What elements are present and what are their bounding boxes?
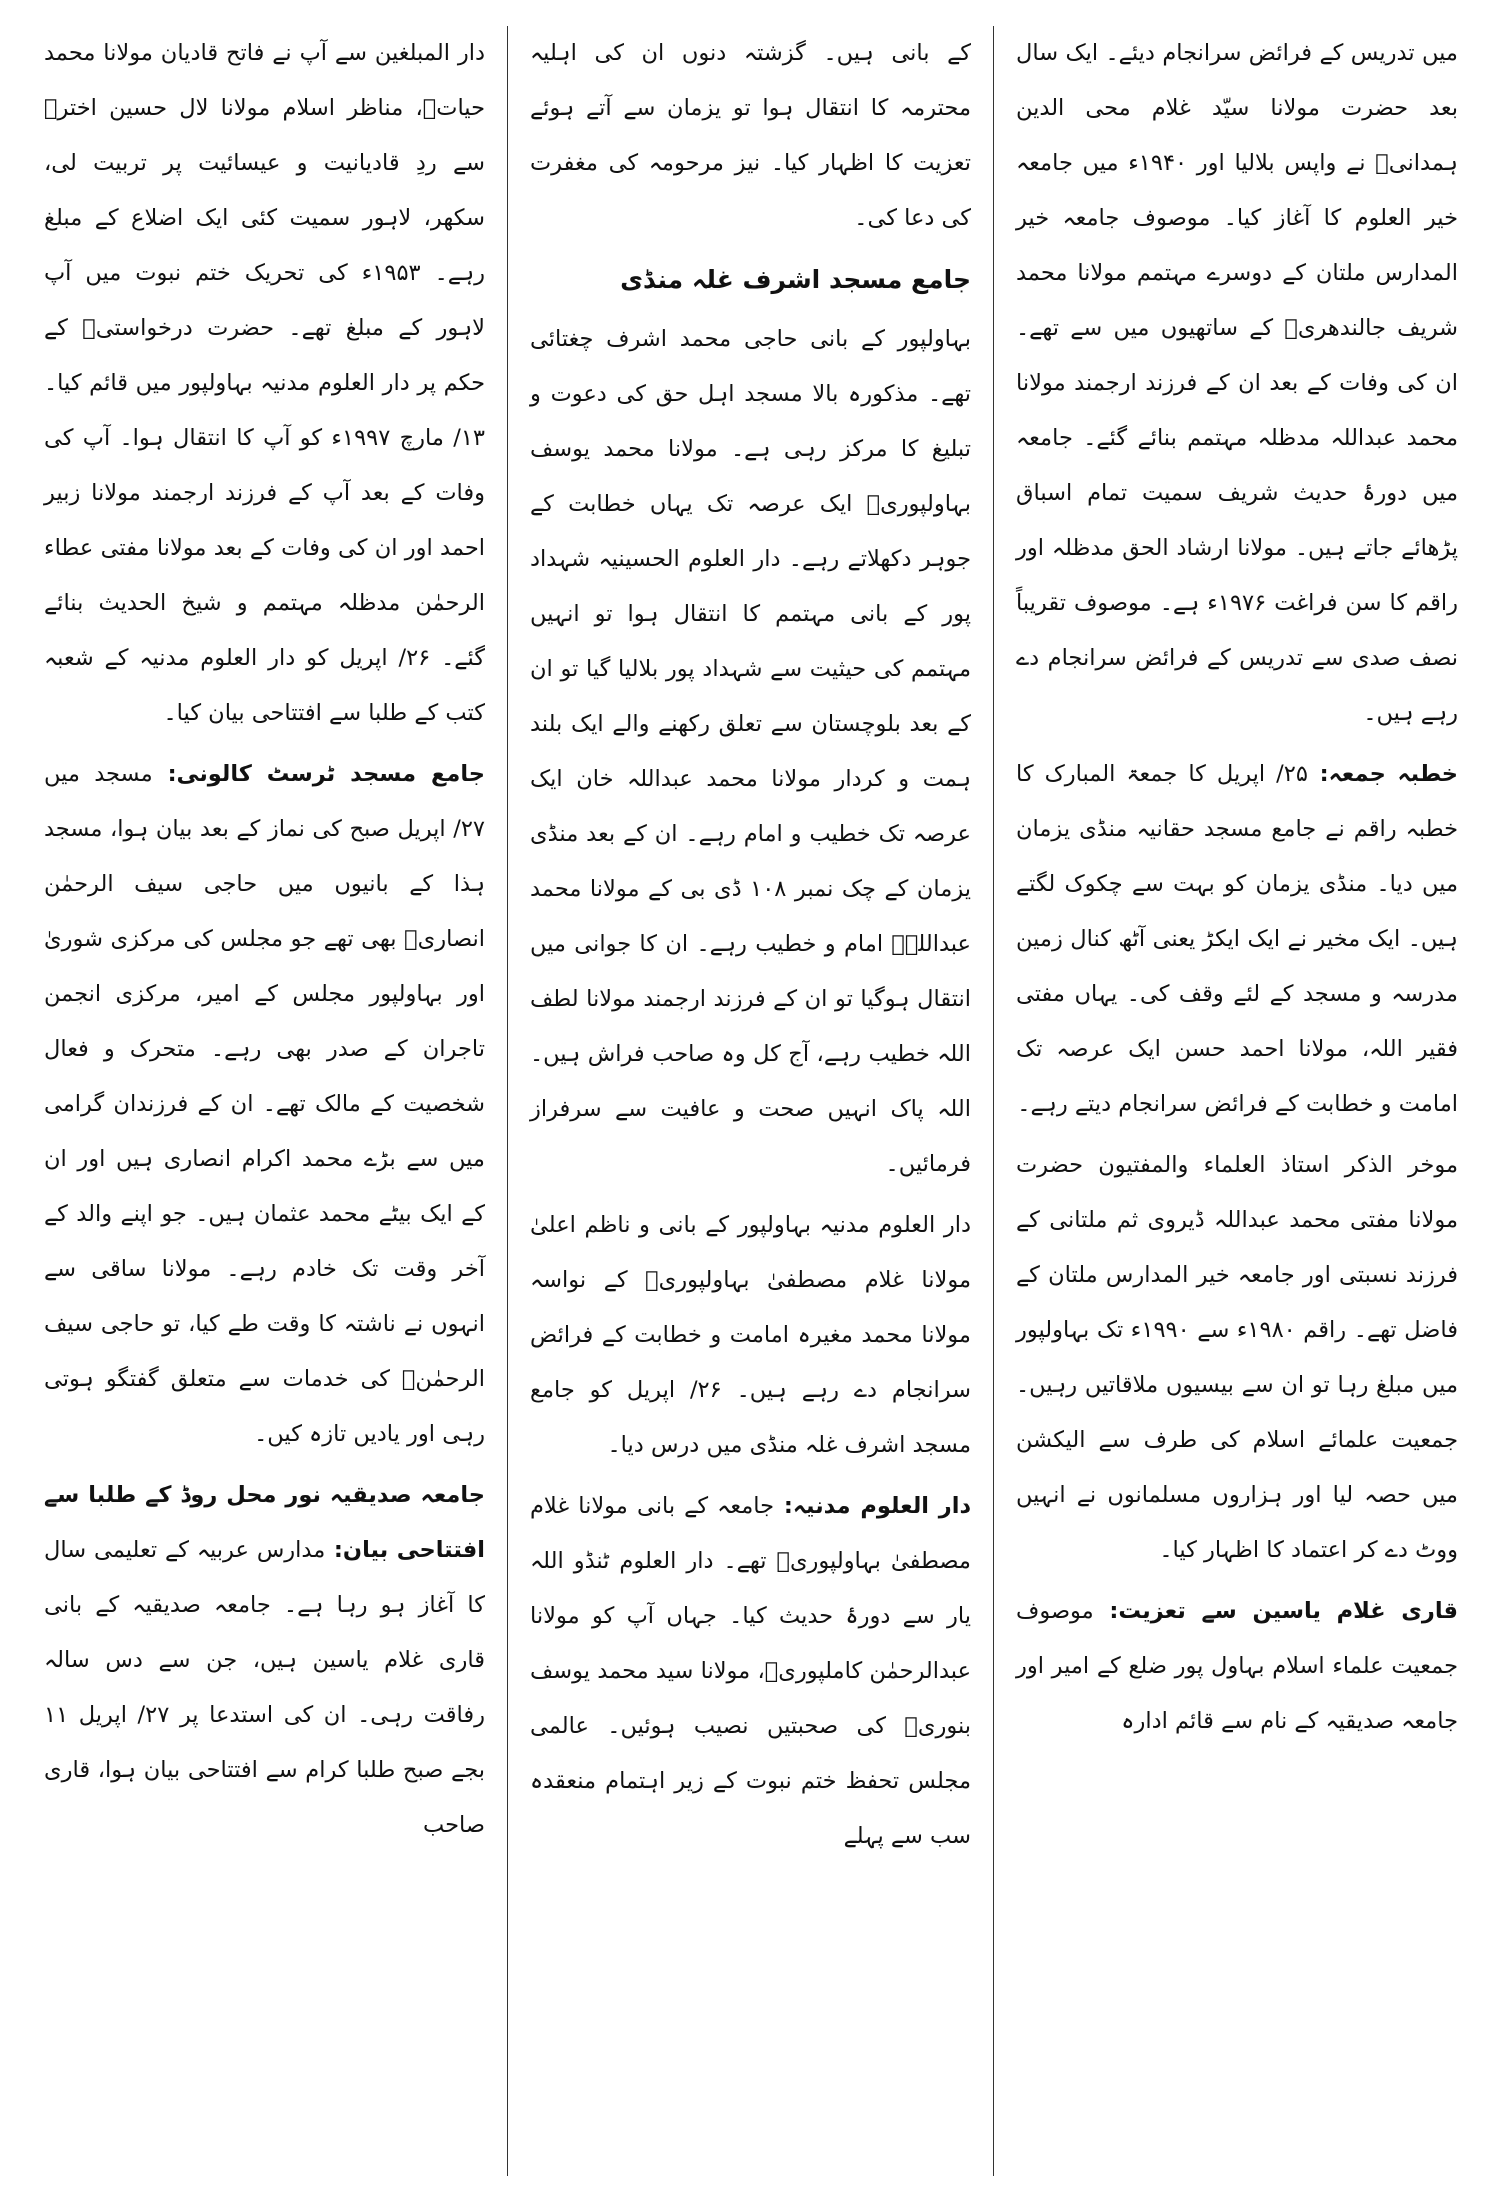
paragraph-text: میں تدریس کے فرائض سرانجام دیئے۔ ایک سال بعد حضرت مولانا سیّد غلام محی الدین ہمدانیؒ نے واپس بلالیا اور ۱۹۴۰ء میں جامعہ خیر العلوم کا آغاز کیا۔ موصوف جامعہ خیر المدارس ملتان کے دوسرے مہتمم مولانا محمد شریف جالندھریؒ کے ساتھیوں میں سے تھے۔ ان کی وفات کے بعد ان کے فرزند ارجمند مولانا محمد عبداللہ مدظلہ مہتمم بنائے گئے۔ جامعہ میں دورۂ حدیث شریف سمیت تمام اسباق پڑھائے جاتے ہیں۔ مولانا ارشاد الحق مدظلہ اور راقم کا سن فراغت ۱۹۷۶ء ہے۔ موصوف تقریباً نصف صدی سے تدریس کے فرائض سرانجام دے رہے ہیں۔ — [1016, 40, 1458, 726]
article-paragraph — [44, 747, 485, 1462]
paragraph-text: مسجد میں ۲۷/ اپریل صبح کی نماز کے بعد بیان ہوا، مسجد ہذا کے بانیوں میں حاجی سیف الرحمٰن انصاریؒ بھی تھے جو مجلس کی مرکزی شوریٰ اور بہاولپور مجلس کے امیر، مرکزی انجمن تاجران کے صدر بھی رہے۔ متحرک و فعال شخصیت کے مالک تھے۔ ان کے فرزندان گرامی میں سے بڑے محمد اکرام انصاری ہیں اور ان کے ایک بیٹے محمد عثمان ہیں۔ جو اپنے والد کے آخر وقت تک خادم رہے۔ مولانا ساقی سے انہوں نے ناشتہ کا وقت طے کیا، تو حاجی سیف الرحمٰنؒ کی خدمات سے متعلق گفتگو ہوتی رہی اور یادیں تازہ کیں۔ — [44, 761, 485, 1447]
paragraph-text: دار المبلغین سے آپ نے فاتح قادیان مولانا محمد حیاتؒ، مناظر اسلام مولانا لال حسین اخترؒ سے ردِ قادیانیت و عیسائیت پر تربیت لی، سکھر، لاہور سمیت کئی ایک اضلاع کے مبلغ رہے۔ ۱۹۵۳ء کی تحریک ختم نبوت میں آپ لاہور کے مبلغ تھے۔ حضرت درخواستیؒ کے حکم پر دار العلوم مدنیہ بہاولپور میں قائم کیا۔ ۱۳/ مارچ ۱۹۹۷ء کو آپ کا انتقال ہوا۔ آپ کی وفات کے بعد آپ کے فرزند ارجمند مولانا زبیر احمد اور ان کی وفات کے بعد مولانا مفتی عطاء الرحمٰن مدظلہ مہتمم و شیخ الحدیث بنائے گئے۔ ۲۶/ اپریل کو دار العلوم مدنیہ کے شعبہ کتب کے طلبا سے افتتاحی بیان کیا۔ — [44, 40, 485, 726]
article-paragraph — [1016, 747, 1458, 1132]
column-left — [22, 26, 508, 2176]
article-paragraph — [530, 1198, 971, 1473]
paragraph-text: بہاولپور کے بانی حاجی محمد اشرف چغتائی تھے۔ مذکورہ بالا مسجد اہل حق کی دعوت و تبلیغ کا مرکز رہی ہے۔ مولانا محمد یوسف بہاولپوریؒ ایک عرصہ تک یہاں خطابت کے جوہر دکھلاتے رہے۔ دار العلوم الحسینیہ شہداد پور کے بانی مہتمم کا انتقال ہوا تو انہیں مہتمم کی حیثیت سے شہداد پور بلالیا گیا تو ان کے بعد بلوچستان سے تعلق رکھنے والے ایک بلند ہمت و کردار مولانا محمد عبداللہ خان ایک عرصہ تک خطیب و امام رہے۔ ان کے بعد منڈی یزمان کے چک نمبر ۱۰۸ ڈی بی کے مولانا محمد عبداللہؒ امام و خطیب رہے۔ ان کا جوانی میں انتقال ہوگیا تو ان کے فرزند ارجمند مولانا لطف اللہ خطیب رہے، آج کل وہ صاحب فراش ہیں۔ اللہ پاک انہیں صحت و عافیت سے سرفراز فرمائیں۔ — [530, 326, 971, 1177]
paragraph-lead-heading: خطبہ جمعہ: — [1307, 761, 1458, 787]
article-paragraph — [530, 1479, 971, 1864]
paragraph-text: ۲۵/ اپریل کا جمعۃ المبارک کا خطبہ راقم نے جامع مسجد حقانیہ منڈی یزمان میں دیا۔ منڈی یزمان کو بہت سے چکوک لگتے ہیں۔ ایک مخیر نے ایک ایکڑ یعنی آٹھ کنال زمین مدرسہ و مسجد کے لئے وقف کی۔ یہاں مفتی فقیر اللہ، مولانا احمد حسن ایک عرصہ تک امامت و خطابت کے فرائض سرانجام دیتے رہے۔ — [1016, 761, 1458, 1117]
paragraph-text: جامعہ کے بانی مولانا غلام مصطفیٰ بہاولپوریؒ تھے۔ دار العلوم ٹنڈو اللہ یار سے دورۂ حدیث کیا۔ جہاں آپ کو مولانا عبدالرحمٰن کاملپوریؒ، مولانا سید محمد یوسف بنوریؒ کی صحبتیں نصیب ہوئیں۔ عالمی مجلس تحفظ ختم نبوت کے زیر اہتمام منعقدہ سب سے پہلے — [530, 1493, 971, 1849]
paragraph-lead-heading: دار العلوم مدنیہ: — [774, 1493, 971, 1519]
article-paragraph — [44, 1468, 485, 1853]
paragraph-text: مدارس عربیہ کے تعلیمی سال کا آغاز ہو رہا ہے۔ جامعہ صدیقیہ کے بانی قاری غلام یاسین ہیں، جن سے دس سالہ رفاقت رہی۔ ان کی استدعا پر ۲۷/ اپریل ۱۱ بجے صبح طلبا کرام سے افتتاحی بیان ہوا، قاری صاحب — [44, 1537, 485, 1838]
article-paragraph — [530, 312, 971, 1192]
article-paragraph — [1016, 26, 1458, 741]
column-middle — [508, 26, 994, 2176]
article-paragraph — [1016, 1138, 1458, 1578]
paragraph-text: موخر الذکر استاذ العلماء والمفتیون حضرت مولانا مفتی محمد عبداللہ ڈیروی ثم ملتانی کے فرزند نسبتی اور جامعہ خیر المدارس ملتان کے فاضل تھے۔ راقم ۱۹۸۰ء سے ۱۹۹۰ء تک بہاولپور میں مبلغ رہا تو ان سے بیسیوں ملاقاتیں رہیں۔ جمعیت علمائے اسلام کی طرف سے الیکشن میں حصہ لیا اور ہزاروں مسلمانوں نے انہیں ووٹ دے کر اعتماد کا اظہار کیا۔ — [1016, 1152, 1458, 1563]
article-paragraph — [44, 26, 485, 741]
column-right — [994, 26, 1480, 2176]
paragraph-text: موصوف جمعیت علماء اسلام بہاول پور ضلع کے امیر اور جامعہ صدیقیہ کے نام سے قائم ادارہ — [1016, 1598, 1458, 1734]
paragraph-lead-heading: جامعہ صدیقیہ نور محل روڈ کے طلبا سے افتتاحی بیان: — [44, 1482, 485, 1563]
paragraph-lead-heading: جامع مسجد ٹرسٹ کالونی: — [152, 761, 485, 787]
paragraph-text: کے بانی ہیں۔ گزشتہ دنوں ان کی اہلیہ محترمہ کا انتقال ہوا تو یزمان سے آتے ہوئے تعزیت کا اظہار کیا۔ نیز مرحومہ کی مغفرت کی دعا کی۔ — [530, 40, 971, 231]
article-paragraph — [1016, 1584, 1458, 1749]
section-heading: جامع مسجد اشرف غلہ منڈی — [620, 265, 971, 294]
paragraph-text: دار العلوم مدنیہ بہاولپور کے بانی و ناظم اعلیٰ مولانا غلام مصطفیٰ بہاولپوریؒ کے نواسہ مولانا محمد مغیرہ امامت و خطابت کے فرائض سرانجام دے رہے ہیں۔ ۲۶/ اپریل کو جامع مسجد اشرف غلہ منڈی میں درس دیا۔ — [530, 1212, 971, 1458]
article-paragraph — [530, 26, 971, 246]
paragraph-lead-heading: قاری غلام یاسین سے تعزیت: — [1093, 1598, 1458, 1624]
